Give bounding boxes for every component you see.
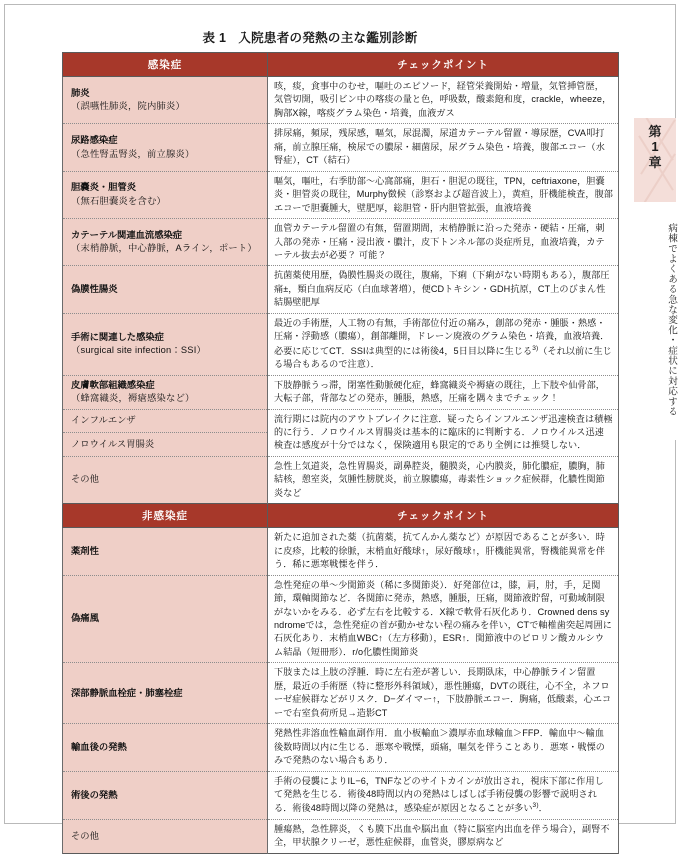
section-header-checkpoints: チェックポイント [268,53,619,77]
diagnosis-subtitle: （無石胆嚢炎を含む） [71,195,166,206]
checkpoint-text: 咳，痰，食事中のむせ，嘔吐のエピソード，経管栄養開始・増量，気管挿管歴，気管切開，吸引ビン中の喀痰の量と色，呼吸数，酸素飽和度，crackle，wheeze，胸部X線，喀痰グラム染色・培養，血液ガス [274,81,612,118]
table-row [63,77,619,124]
checkpoint-text: 腫瘍熱，急性膵炎，くも膜下出血や脳出血（特に脳室内出血を伴う場合），副腎不全，甲状腺クリーゼ，悪性症候群，血管炎，膠原病など [274,823,610,848]
checkpoint-text: 抗菌薬使用歴，偽膜性腸炎の既往，腹痛，下痢（下痢がない時期もある），腹部圧痛±，類白血病反応（白血球著増），便CDトキシン・GDH抗原，CT上のびまん性結腸壁肥厚 [274,270,610,308]
diagnosis-name: 輸血後の発熱 [71,741,127,752]
checkpoint-cell [268,456,619,503]
checkpoint-cell [268,409,619,456]
reference-superscript: 3) [532,344,539,352]
table-caption-number: 表 1 [202,31,227,45]
checkpoint-cell [268,266,619,313]
table-row [63,575,619,663]
diagnosis-name: ノロウイルス胃腸炎 [71,438,155,449]
diagnosis-name-cell [63,375,268,409]
diagnosis-name: 術後の発熱 [71,789,118,800]
diagnosis-name-cell [63,266,268,313]
table-row [63,219,619,266]
table-row [63,663,619,724]
table-row [63,771,619,819]
section-header-checkpoints: チェックポイント [268,504,619,528]
chapter-number-label [634,124,676,170]
diagnosis-name-cell [63,456,268,503]
checkpoint-text: 発熱性非溶血性輸血副作用．血小板輸血＞濃厚赤血球輸血＞FFP．輸血中〜輸血後数時間以内に生じる．悪寒や戦慄，頭痛，嘔気を伴うことあり．悪寒・戦慄のみで発熱のない場合もあり． [274,728,605,766]
diagnosis-subtitle: （急性腎盂腎炎，前立腺炎） [71,148,195,159]
table-row [63,456,619,503]
diagnosis-name-cell [63,663,268,724]
checkpoint-text: 下肢または上肢の浮腫．時に左右差が著しい．長期臥床，中心静脈ライン留置歴，最近の手術歴（特に整形外科領域），悪性腫瘍，DVTの既往，心不全，ネフローゼ症候群などがリスク．D−ダイマー↑，下肢静脈エコー．胸痛，低酸素，心エコーで右室負荷所見→造影CT [274,667,612,718]
diagnosis-subtitle: （末梢静脈，中心静脈，Aライン，ポート） [71,243,257,254]
chapter-tab-header [634,118,676,202]
checkpoint-text: 排尿痛，頻尿，残尿感，嘔気，尿混濁，尿道カテーテル留置・導尿歴，CVA叩打痛，前立腺圧痛，検尿での膿尿・細菌尿，尿グラム染色・培養，腹部エコー（水腎症），CT（結石） [274,128,605,166]
checkpoint-text-tail: ． [538,803,548,814]
diagnosis-name-cell [63,77,268,124]
diagnosis-name: 偽痛風 [71,613,99,624]
checkpoint-cell [268,124,619,171]
checkpoint-text: 手術の侵襲によりIL−6，TNFなどのサイトカインが放出され，視床下部に作用して発熱を生じる．術後48時間以内の発熱はしばしば手術侵襲の影響で説明される．術後48時間以降の発熱は，感染症が原因となることが多い [274,775,604,814]
section-header-row [63,53,619,77]
chapter-title-label: 病棟でよくある急な変化・症状に対応する [666,223,677,417]
diagnosis-name-cell [63,724,268,771]
checkpoint-cell [268,575,619,663]
section-header-row [63,504,619,528]
checkpoint-text: 血管カテーテル留置の有無，留置期間，末梢静脈に沿った発赤・硬結・圧痛，刺入部の発赤・圧痛・浸出液・膿汁，皮下トンネル部の炎症所見，血液培養，カテーテル抜去が必要？ 可能？ [274,223,605,260]
diagnosis-name-cell [63,313,268,375]
chapter-number-glyph: 第 [648,124,662,139]
table-row [63,124,619,171]
checkpoint-cell [268,77,619,124]
diagnosis-name-cell [63,171,268,218]
checkpoint-cell [268,663,619,724]
table-caption [0,28,620,46]
checkpoint-cell [268,819,619,853]
section-header-category: 非感染症 [63,504,268,528]
diagnosis-name: 深部静脈血栓症・肺塞栓症 [71,687,183,698]
diagnosis-name-cell [63,819,268,853]
diagnosis-name-cell [63,409,268,433]
checkpoint-cell [268,771,619,819]
table-row [63,313,619,375]
diagnosis-name: 胆嚢炎・胆管炎 [71,182,137,193]
table-row [63,724,619,771]
table-row [63,409,619,433]
chapter-number-glyph: 1 [651,139,659,155]
checkpoint-cell [268,171,619,218]
differential-diagnosis-table-wrapper [62,52,618,854]
checkpoint-text: 急性上気道炎，急性胃腸炎，副鼻腔炎，髄膜炎，心内膜炎，肺化膿症，膿胸，肺結核，憩室炎，気腫性膀胱炎，前立腺膿瘍，毒素性ショック症候群，化膿性関節炎など [274,460,605,498]
chapter-thumb-tab [634,118,676,440]
diagnosis-name: カテーテル関連血流感染症 [71,229,183,240]
checkpoint-cell [268,724,619,771]
checkpoint-text: 流行期には院内のアウトブレイクに注意．疑ったらインフルエンザ迅速検査は積極的に行う．ノロウイルス胃腸炎は基本的に臨床的に判断する．ノロウイルス迅速検査は感度が十分ではなく，保険適用も限定的であり全例には推奨しない． [274,413,613,451]
diagnosis-subtitle: （surgical site infection：SSI） [71,345,206,356]
chapter-number-glyph: 章 [648,154,662,170]
table-row [63,528,619,575]
diagnosis-name-cell [63,771,268,819]
checkpoint-text: 下肢静脈うっ滞，閉塞性動脈硬化症，蜂窩織炎や褥瘡の既往，上下肢や仙骨部，大転子部，背部などの発赤，腫脹，熱感，圧痛を隅々までチェック！ [274,379,605,404]
diagnosis-name: 薬剤性 [71,545,99,556]
checkpoint-text: 最近の手術歴，人工物の有無，手術部位付近の痛み，創部の発赤・腫脹・熱感・圧痛・浮動感（膿瘍），創部離開，ドレーン廃液のグラム染色・培養，血液培養．必要に応じてCT．SSIは典型的には術後4，5日目以降に生じる [274,317,610,356]
table-row [63,819,619,853]
checkpoint-text: 急性発症の単〜少関節炎（稀に多関節炎）．好発部位は，膝，肩，肘，手，足関節，環軸関節など．各関節に発赤，熱感，腫脹，圧痛，関節液貯留，可動域制限がないかをみる．必ず左右を比較する．X線で軟骨石灰化あり．Crowned dens syndromeでは，急性発症の首が動かせない程の痛みを伴い，CTで軸椎歯突起周囲に石灰化あり．末梢血WBC↑（左方移動），ESR↑．関節液中のピロリン酸カルシウム結晶（短冊形）．r/o化膿性関節炎 [274,579,612,657]
table-caption-text: 入院患者の発熱の主な鑑別診断 [238,31,418,45]
diagnosis-name: 肺炎 [71,87,90,98]
diagnosis-name-cell [63,219,268,266]
diagnosis-name: 皮膚軟部組織感染症 [71,379,155,390]
checkpoint-text: 嘔気，嘔吐，右季肋部〜心窩部痛，胆石・胆泥の既往，TPN，ceftriaxone，胆嚢炎・胆管炎の既往，Murphy徴候（診察および超音波上），黄疸，肝機能検査，腹部エコーで胆嚢腫大，壁肥厚，総胆管・肝内胆管拡張，血液培養 [274,175,613,213]
table-row [63,375,619,409]
diagnosis-name: その他 [71,474,99,485]
checkpoint-cell [268,528,619,575]
diagnosis-subtitle: （蜂窩織炎，褥瘡感染など） [71,393,195,404]
table-row [63,266,619,313]
checkpoint-cell [268,375,619,409]
diagnosis-name-cell [63,433,268,457]
checkpoint-text: 新たに追加された薬（抗菌薬，抗てんかん薬など）が原因であることが多い．時に皮疹，比較的徐脈，末梢血好酸球↑，尿好酸球↑，肝機能異常，腎機能異常を伴う．稀に悪寒戦慄を伴う． [274,532,606,570]
diagnosis-name: インフルエンザ [71,415,136,426]
checkpoint-cell [268,219,619,266]
chapter-tab-body [634,202,676,440]
table-row [63,171,619,218]
reference-superscript: 3) [532,802,539,810]
diagnosis-name-cell [63,575,268,663]
differential-diagnosis-table [62,52,619,854]
diagnosis-name-cell [63,124,268,171]
checkpoint-text-tail: （それ以前に生じる場合もあるので注意）． [274,345,612,370]
diagnosis-name: 偽膜性腸炎 [71,283,118,294]
diagnosis-name: その他 [71,830,99,841]
diagnosis-name-cell [63,528,268,575]
checkpoint-cell [268,313,619,375]
section-header-category: 感染症 [63,53,268,77]
diagnosis-name: 尿路感染症 [71,135,118,146]
diagnosis-name: 手術に関連した感染症 [71,331,164,342]
diagnosis-subtitle: （誤嚥性肺炎，院内肺炎） [71,101,185,112]
